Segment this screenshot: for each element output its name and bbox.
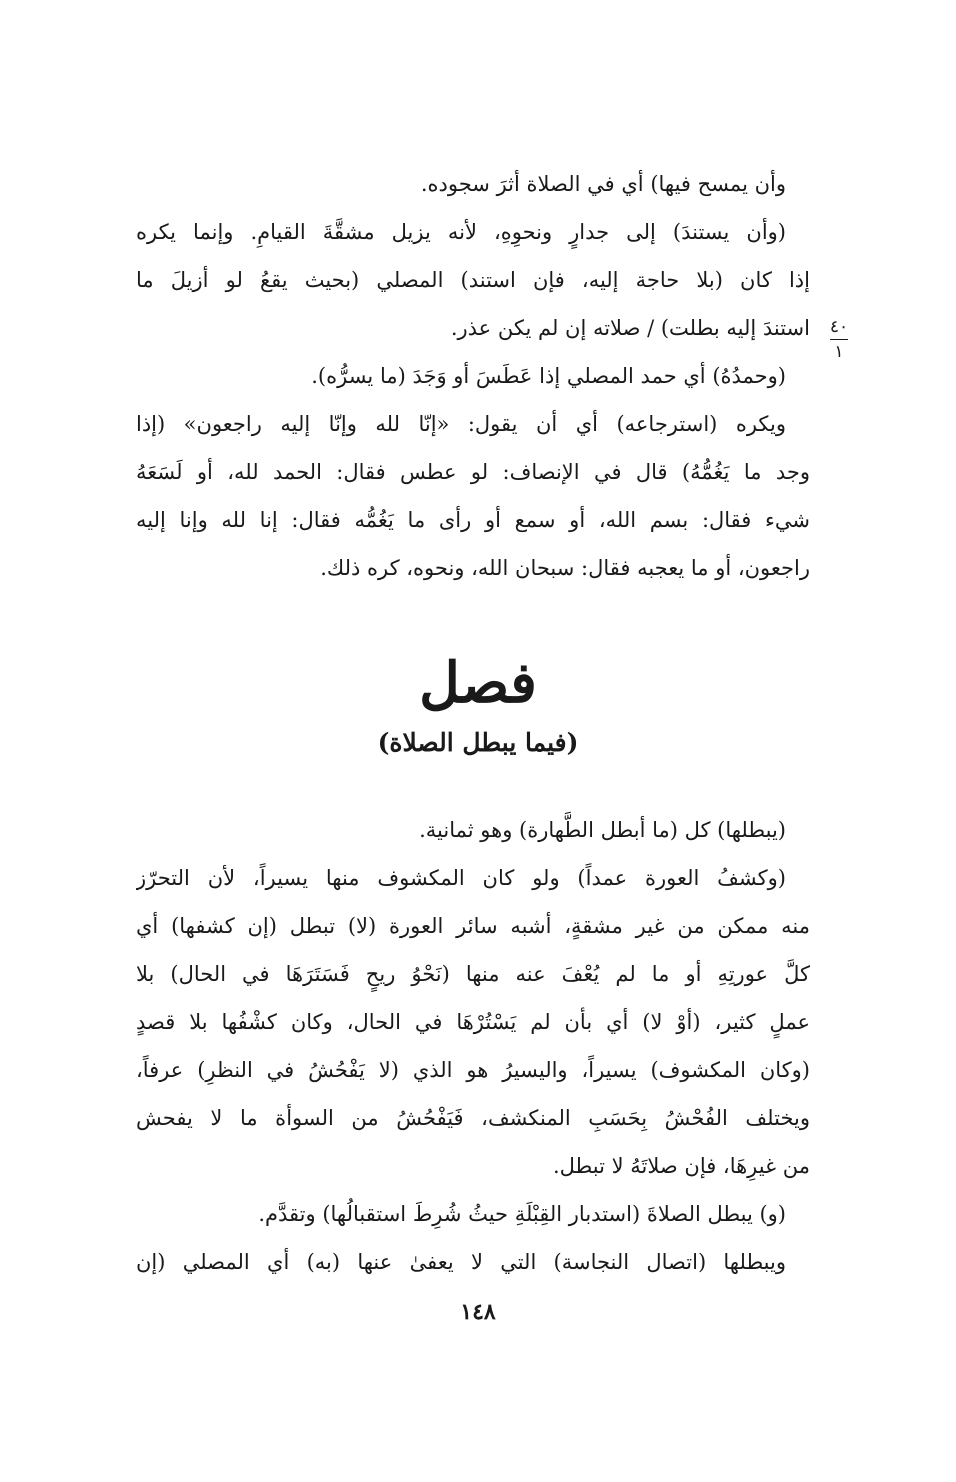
text-line: ويكره (استرجاعه) أي أن يقول: «إنّا لله وإنّا إليه راجعون» (إذا — [136, 412, 786, 436]
text-line: من غيرِهَا، فإن صلاتَهُ لا تبطل. — [552, 1154, 810, 1178]
text-line: (وكشفُ العورة عمداً) ولو كان المكشوف منها يسيراً، لأن التحرّز — [136, 866, 786, 890]
text-line: منه ممكن من غير مشقةٍ، أشبه سائر العورة (لا) تبطل (إن كشفها) أي — [136, 914, 810, 938]
text-line: راجعون، أو ما يعجبه فقال: سبحان الله، ونحوه، كره ذلك. — [320, 556, 810, 580]
text-line: استندَ إليه بطلت) / صلاته إن لم يكن عذر. — [450, 316, 810, 340]
section-heading-word: فصل — [419, 650, 537, 716]
text-line: إذا كان (بلا حاجة إليه، فإن استند) المصلي (بحيث يقعُ لو أزيلَ ما — [136, 268, 810, 292]
text-line: (وأن يستندَ) إلى جدارٍ ونحوِهِ، لأنه يزيل مشقَّةَ القيامِ. وإنما يكره — [136, 220, 786, 244]
margin-folio-bottom: ١ — [834, 342, 844, 362]
text-line: وأن يمسح فيها) أي في الصلاة أثرَ سجوده. — [420, 172, 786, 196]
text-line: (وكان المكشوف) يسيراً، واليسيرُ هو الذي (لا يَفْحُشُ في النظرِ) عرفاً، — [136, 1058, 810, 1082]
text-line: (يبطلها) كل (ما أبطل الطَّهارة) وهو ثمانية. — [419, 818, 786, 842]
text-line: شيء فقال: بسم الله، أو سمع أو رأى ما يَغُمُّه فقال: إنا لله وإنا إليه — [136, 508, 810, 532]
text-line: ويختلف الفُحْشُ بِحَسَبِ المنكشف، فَيَفْحُشُ من السوأة ما لا يفحش — [136, 1106, 810, 1130]
text-line: كلَّ عورتِهِ أو ما لم يُعْفَ عنه منها (نَحْوُ ريحٍ فَسَتَرَهَا في الحال) بلا — [136, 962, 810, 986]
text-line: (و) يبطل الصلاةَ (استدبار القِبْلَةِ حيثُ شُرِطَ استقبالُها) وتقدَّم. — [258, 1202, 786, 1226]
margin-folio-divider — [830, 339, 848, 340]
text-line: عملٍ كثير، (أوْ لا) أي بأن لم يَسْتُرْهَا في الحال، وكان كشْفُها بلا قصدٍ — [136, 1010, 810, 1034]
text-line: (وحمدُهُ) أي حمد المصلي إذا عَطَسَ أو وَجَدَ (ما يسرُّه). — [311, 364, 786, 388]
page-number: ١٤٨ — [460, 1299, 496, 1325]
text-line: ويبطلها (اتصال النجاسة) التي لا يعفىٰ عنها (به) أي المصلي (إن — [136, 1250, 786, 1274]
upper-text-block — [136, 160, 810, 592]
margin-folio-top: ٤٠ — [829, 317, 849, 337]
text-line: وجد ما يَغُمُّهُ) قال في الإنصاف: لو عطس فقال: الحمد لله، أو لَسَعَهُ — [136, 460, 810, 484]
margin-folio-note — [826, 316, 852, 366]
section-title: (فيما يبطل الصلاة) — [377, 728, 579, 757]
lower-text-block — [136, 806, 810, 1286]
